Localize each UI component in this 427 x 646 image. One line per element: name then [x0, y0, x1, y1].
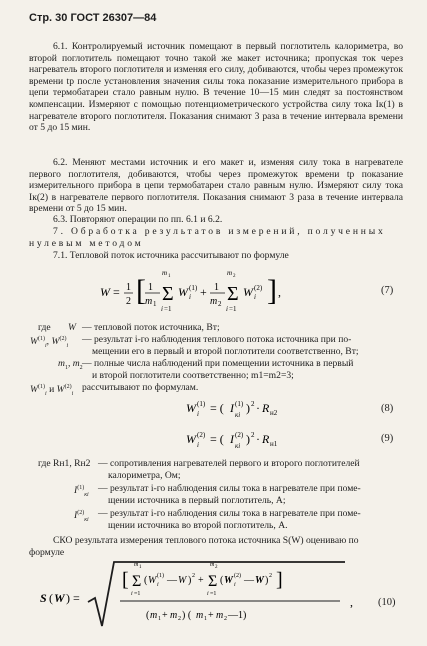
svg-text:R: R	[262, 432, 270, 446]
svg-text:i: i	[131, 591, 133, 597]
I2-description-2: щении источника во второй поглотитель, А.	[108, 520, 288, 531]
svg-text:]: ]	[267, 274, 277, 307]
svg-text:—: —	[167, 575, 177, 586]
symbol-m: $m_1$, $m_2$	[58, 358, 83, 371]
svg-text:i: i	[207, 591, 209, 597]
Wi-description-1: — результат i-го наблюдения теплового потока источника при по-	[82, 334, 352, 345]
svg-text:(: (	[146, 610, 150, 621]
svg-text:i: i	[197, 410, 199, 418]
svg-text:= (: = (	[210, 401, 224, 415]
svg-text:2: 2	[218, 300, 222, 308]
svg-text:1: 1	[168, 274, 171, 279]
equation-number-7: (7)	[381, 285, 394, 296]
svg-text:2: 2	[178, 616, 181, 622]
formula-10	[40, 556, 370, 634]
svg-text:(2): (2)	[254, 284, 263, 292]
svg-text:1: 1	[139, 565, 142, 570]
svg-text:i: i	[157, 582, 159, 588]
svg-text:I: I	[230, 401, 234, 415]
svg-text:m: m	[210, 562, 215, 568]
formula-9	[186, 427, 316, 453]
svg-text:Σ: Σ	[227, 283, 239, 305]
svg-text:1: 1	[214, 282, 219, 293]
svg-text:2: 2	[269, 573, 272, 579]
equation-number-8: (8)	[381, 403, 394, 414]
symbol-W: W	[68, 322, 76, 333]
svg-text:[: [	[136, 274, 146, 307]
svg-text:1: 1	[148, 282, 153, 293]
svg-text:1: 1	[204, 616, 207, 622]
svg-text:W: W	[224, 575, 233, 586]
svg-text:i: i	[189, 293, 191, 301]
svg-text:+: +	[208, 610, 214, 621]
svg-text:Σ: Σ	[132, 573, 142, 590]
svg-text:2: 2	[215, 565, 218, 570]
paragraph-6-3: 6.3. Повторяют операции по пп. 6.1 и 6.2.	[53, 214, 223, 225]
svg-text:[: [	[122, 569, 129, 591]
svg-text:Σ: Σ	[162, 283, 174, 305]
svg-text:2: 2	[251, 400, 255, 408]
equation-number-9: (9)	[381, 433, 394, 444]
page-header: Стр. 30 ГОСТ 26307—84	[29, 12, 157, 24]
svg-text:i: i	[161, 305, 163, 313]
svg-text:(: (	[49, 591, 53, 605]
svg-text:) (: ) (	[182, 610, 192, 621]
R-description-1: — сопротивления нагревателей первого и второго поглотителей	[98, 458, 360, 469]
Wi-calc-text: рассчитывают по формулам.	[82, 382, 199, 393]
svg-text:]: ]	[276, 569, 283, 591]
svg-text:2: 2	[192, 573, 195, 579]
m-description-2: и второй поглотители соответственно; m1=m2=3;	[92, 370, 294, 381]
svg-text:m: m	[216, 610, 224, 621]
svg-text:i: i	[254, 293, 256, 301]
symbol-W-i: $W^{(1)}_i$, $W^{(2)}_i$	[30, 336, 69, 350]
svg-text:W: W	[54, 591, 65, 605]
svg-text:m: m	[150, 610, 158, 621]
equation-number-10: (10)	[378, 597, 396, 608]
svg-text:1: 1	[153, 300, 157, 308]
svg-text:(: (	[220, 575, 224, 586]
svg-text:) =: ) =	[66, 591, 80, 605]
symbol-I-k1: $I^{(1)}_{кi}$	[74, 485, 89, 499]
symbol-W-i-pair: $W^{(1)}_i$ и $W^{(2)}_i$	[30, 384, 74, 398]
svg-text:=1: =1	[134, 591, 141, 597]
svg-text:(2): (2)	[235, 431, 244, 439]
I2-description-1: — результат i-го наблюдения силы тока в нагревателе при поме-	[98, 508, 361, 519]
m-description-1: — полные числа наблюдений при помещении источника в первый	[82, 358, 354, 369]
paragraph-6-2: 6.2. Меняют местами источник и его макет и, изменяя силу тока в нагревателе первого поглотителя, добиваются, чтобы через промежуток времени tр показание измерительного прибора в цепи термобатареи стало равным нулю. Измеряют силу тока Iк(2) в нагревателе первого поглотителя. Показания снимают 3 раза в течение интервала времени от 5 до 15 мин.	[29, 157, 403, 215]
svg-text:1: 1	[126, 282, 131, 293]
svg-text:(1): (1)	[157, 573, 164, 579]
svg-text:=1: =1	[210, 591, 217, 597]
svg-text:=1: =1	[164, 305, 172, 313]
section-7-title: 7. Обработка результатов измерений, полученных	[53, 226, 386, 237]
where-lead-1: где	[38, 322, 51, 333]
sko-text-cont: формуле	[29, 547, 65, 558]
section-7-title-cont: нулевым методом	[29, 238, 144, 249]
svg-text:(1): (1)	[189, 284, 198, 292]
svg-text:=1: =1	[229, 305, 237, 313]
I1-description-1: — результат i-го наблюдения силы тока в нагревателе при поме-	[98, 483, 361, 494]
svg-text:2: 2	[126, 296, 131, 307]
svg-text:R: R	[262, 401, 270, 415]
svg-text:(: (	[144, 575, 148, 586]
svg-text:m: m	[170, 610, 178, 621]
svg-text:m: m	[227, 269, 233, 277]
svg-text:(2): (2)	[234, 573, 241, 579]
svg-text:кi: кi	[235, 442, 241, 450]
svg-text:I: I	[230, 432, 234, 446]
svg-text:S: S	[40, 591, 47, 605]
svg-text:W: W	[243, 285, 253, 299]
svg-text:,: ,	[278, 285, 281, 299]
svg-text:(1): (1)	[197, 400, 206, 408]
svg-text:н2: н2	[270, 409, 278, 417]
svg-text:W: W	[186, 401, 196, 415]
svg-text:н1: н1	[270, 440, 278, 448]
svg-text:W: W	[255, 575, 264, 586]
svg-text:i: i	[234, 582, 236, 588]
svg-text:W: W	[186, 432, 196, 446]
svg-text:W: W	[178, 575, 187, 586]
svg-text:+: +	[198, 575, 204, 586]
W-description: — тепловой поток источника, Вт;	[82, 322, 220, 333]
formula-7	[100, 266, 330, 316]
svg-text:(1): (1)	[235, 400, 244, 408]
svg-text:W: W	[178, 285, 188, 299]
svg-text:): )	[246, 432, 250, 446]
svg-text:+: +	[162, 610, 168, 621]
formula-8	[186, 396, 316, 422]
svg-text:i: i	[226, 305, 228, 313]
R-description-2: калориметра, Ом;	[108, 470, 181, 481]
symbol-I-k2: $I^{(2)}_{кi}$	[74, 510, 89, 524]
svg-text:m: m	[210, 296, 218, 307]
Wi-description-2: мещении его в первый и второй поглотители соответственно, Вт;	[92, 346, 359, 357]
svg-text:W: W	[100, 285, 110, 299]
svg-text:2: 2	[224, 616, 227, 622]
svg-text:кi: кi	[235, 411, 241, 419]
svg-text:= (: = (	[210, 432, 224, 446]
paragraph-6-1: 6.1. Контролируемый источник помещают в первый поглотитель калориметра, во второй поглотитель помещают точно такой же макет источника; пропуская ток через нагреватель второго поглотителя и изменяя его силу, добиваются, чтобы через промежуток времени tр после установления значения силы тока показание измерительного прибора в цепи термобатареи стало равным нулю. В течение 10—15 мин следят за постоянством компенсации. Измеряют с помощью потенциометрического устройства силу тока Iк(1) в нагревателе второго поглотителя. Показания снимают 3 раза в течение интервала времени от 5 до 15 мин.	[29, 41, 403, 134]
svg-text:m: m	[134, 562, 139, 568]
svg-text:m: m	[196, 610, 204, 621]
svg-text:m: m	[145, 296, 153, 307]
I1-description-2: щении источника в первый поглотитель, А;	[108, 495, 286, 506]
svg-text:·: ·	[256, 401, 260, 415]
svg-text:—1): —1)	[228, 610, 247, 621]
svg-text:i: i	[197, 441, 199, 449]
svg-text:=: =	[113, 285, 120, 299]
svg-text:1: 1	[158, 616, 161, 622]
svg-text:W: W	[148, 575, 157, 586]
sko-text: СКО результата измерения теплового потока источника S(W) оцениваю по	[53, 535, 359, 546]
svg-text:): )	[265, 575, 269, 586]
svg-text:2: 2	[233, 274, 236, 279]
svg-text:m: m	[162, 269, 168, 277]
svg-text:(2): (2)	[197, 431, 206, 439]
svg-text:,: ,	[350, 595, 353, 609]
paragraph-7-1: 7.1. Тепловой поток источника рассчитывают по формуле	[53, 250, 289, 261]
svg-text:): )	[188, 575, 192, 586]
svg-text:): )	[246, 401, 250, 415]
svg-text:·: ·	[256, 432, 260, 446]
svg-text:—: —	[244, 575, 254, 586]
svg-text:Σ: Σ	[208, 573, 218, 590]
svg-text:2: 2	[251, 431, 255, 439]
where-lead-2: где Rн1, Rн2	[38, 458, 91, 469]
svg-text:+: +	[200, 285, 207, 299]
